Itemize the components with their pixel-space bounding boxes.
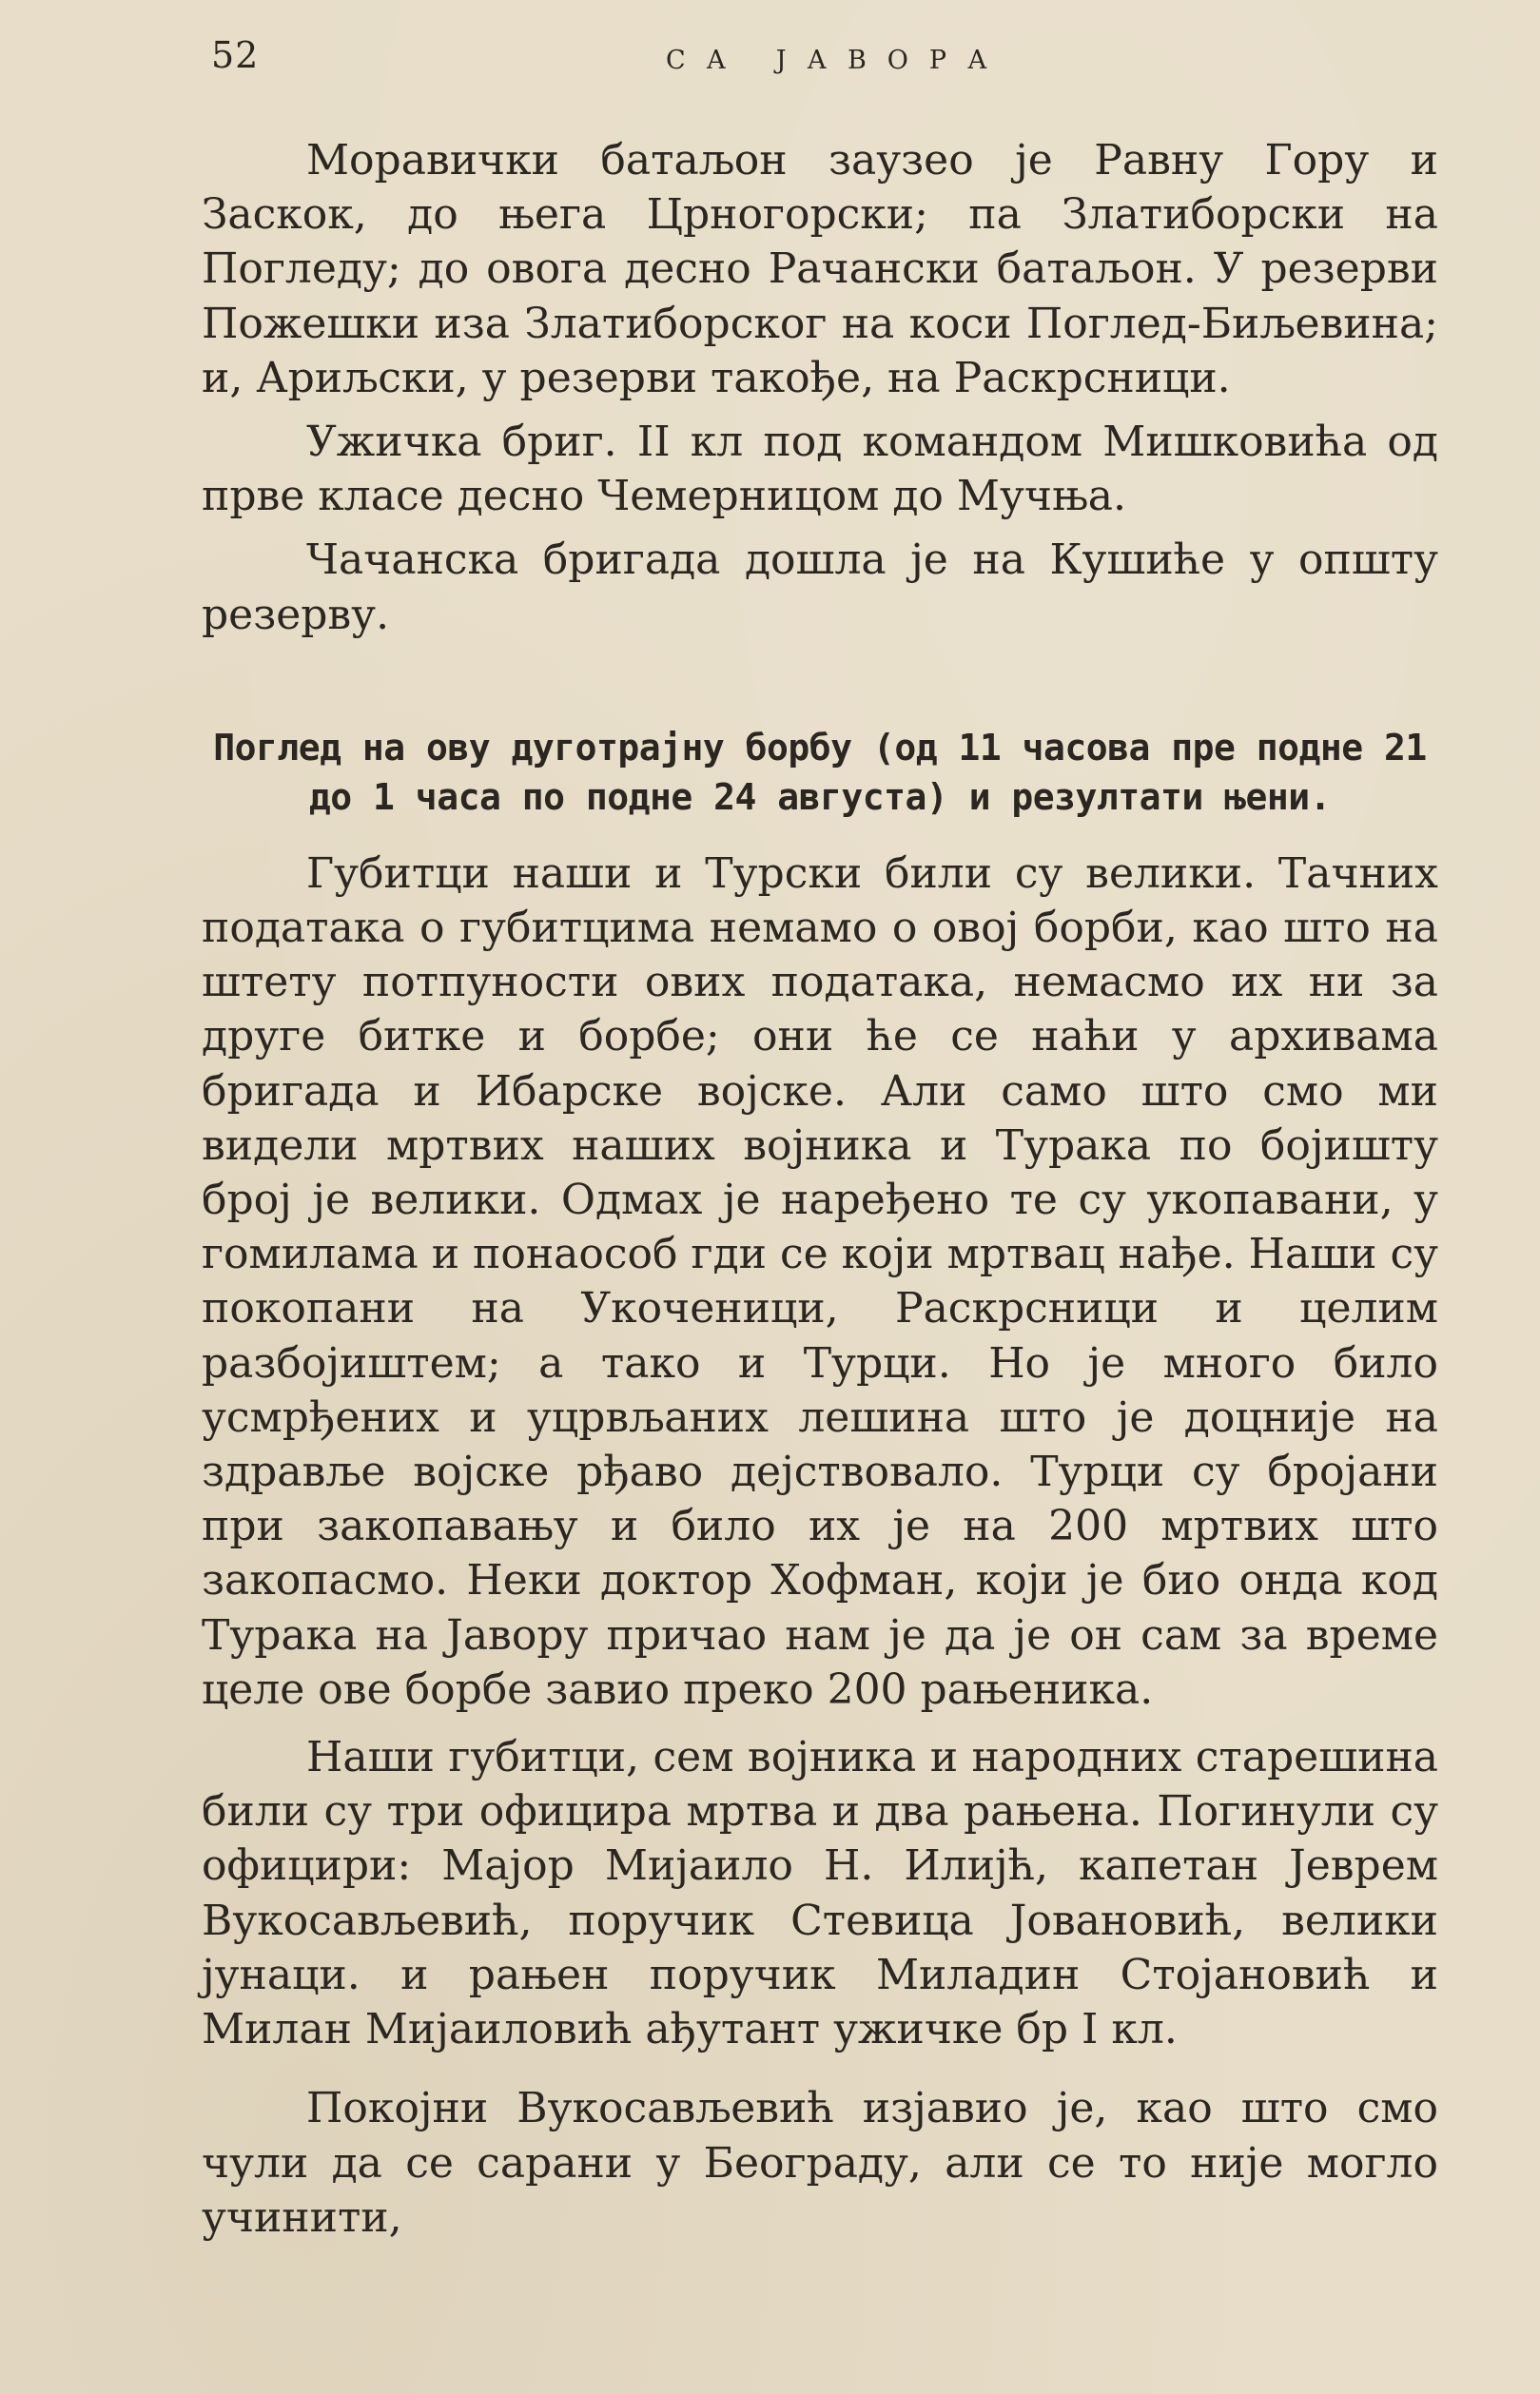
running-title: СА ЈАВОРА [666,46,1008,75]
paragraph: Губитци наши и Турски били су велики. Тачних података о губитцима немамо о овој борби, као што на штету потпуности ових података, немасмо их ни за друге битке и борбе; они ће се наћи у архивама бригада и Ибарске војске. Али само што смо ми видели мртвих наших војника и Турака по бојишту број је велики. Одмах је наређено те су укопавани, у гомилама и понаособ гди се који мртвац нађе. Наши су покопани на Укоченици, Раскрсници и целим разбојиштем; а тако и Турци. Но је много било усмрђених и уцрвљаних лешина што је доцније на здравље војске рђаво дејствовало. Турци су бројани при закопавању и било их је на 200 мртвих што закопасмо. Неки доктор Хофман, који је био онда код Турака на Јавору причао нам је да је он сам за време целе ове борбе завио преко 200 рањеника. [202,848,1438,1714]
paragraph: Наши губитци, сем војника и народних старешина били су три официра мртва и два рањена. Погинули су официри: Мајор Мијаило Н. Илијћ, капетан Јеврем Вукосављевић, поручик Стевица Јовановић, велики јунаци. и рањен поручик Миладин Стојановић и Милан Мијаиловић ађутант ужичке бр I кл. [202,1733,1438,2054]
section-heading: Поглед на ову дуготрајну борбу (од 11 часова пре подне 21 до 1 часа по подне 24 августа) и резултати њени. [213,726,1427,818]
text-body [202,133,1438,2245]
paragraph: Моравички батаљон заузео је Равну Гору и Заскок, до њега Црногорски; па Златиборски на Погледу; до овога десно Рачански батаљон. У резерви Пожешки иза Златиборског на коси Поглед-Биљевина; и, Ариљски, у резерви такође, на Раскрсници. [202,136,1438,402]
paragraph: Ужичка бриг. II кл под командом Мишковића од прве класе десно Чемерницом до Мучња. [202,418,1438,521]
paragraph: Чачанска бригада дошла је на Кушиће у општу резерву. [202,535,1438,639]
paragraph: Покојни Вукосављевић изјавио је, као што смо чули да се сарани у Београду, али се то није могло учинити, [202,2084,1438,2242]
page-number: 52 [211,34,260,76]
